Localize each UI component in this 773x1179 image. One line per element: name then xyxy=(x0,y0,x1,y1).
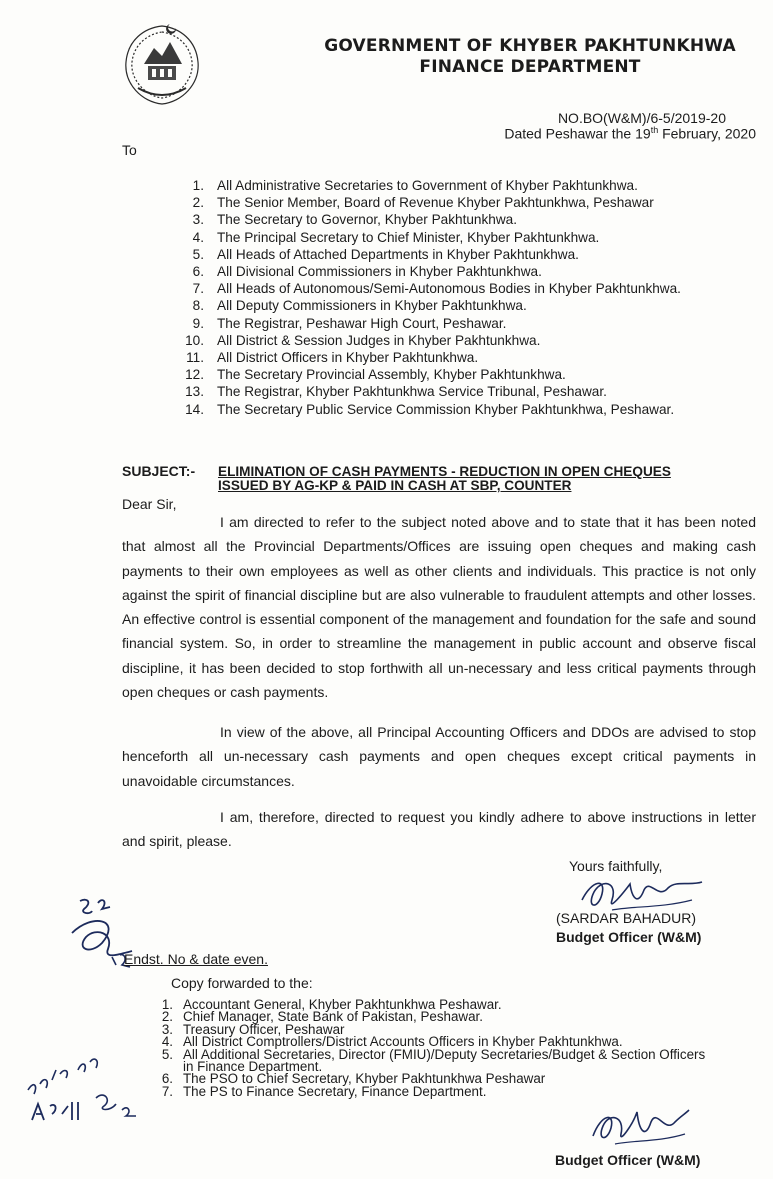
copy-forwarded-label: Copy forwarded to the: xyxy=(171,975,313,991)
signatory-name: (SARDAR BAHADUR) xyxy=(556,910,697,926)
endorsement-label: Endst. No & date even. xyxy=(124,951,268,967)
handwritten-note xyxy=(20,1040,160,1135)
to-label: To xyxy=(122,142,137,158)
body-paragraph-2: In view of the above, all Principal Accounting Officers and DDOs are advised to stop henceforth all un-necessary cash payments and open cheques except critical payments in unavoidable circumstances. xyxy=(122,724,756,789)
letterhead-government: GOVERNMENT OF KHYBER PAKHTUNKHWA xyxy=(324,36,736,56)
letterhead-department: FINANCE DEPARTMENT xyxy=(419,57,641,77)
reference-number: NO.BO(W&M)/6-5/2019-20 xyxy=(557,110,726,126)
signature-mark-2 xyxy=(585,1100,695,1159)
body-paragraph-3: I am, therefore, directed to request you kindly adhere to above instructions in letter and spirit, please. xyxy=(122,809,756,850)
body-paragraph-1: I am directed to refer to the subject noted above and to state that it has been noted that almost all the Provincial Departments/Offices are issuing open cheques and making cash payments to their own employees as well as other clients and individuals. This practice is not only against the spirit of financial discipline but are also vulnerable to fraudulent attempts and other losses. An effective control is essential component of the management and foundation for the safe and sound financial system. So, in order to streamline the management in public account and observe fiscal discipline, it has been decided to stop forthwith all un-necessary and less critical payments through open cheques or cash payments. xyxy=(122,514,756,701)
subject-line-1: ELIMINATION OF CASH PAYMENTS - REDUCTION IN OPEN CHEQUES xyxy=(218,464,671,479)
letter-date: Dated Peshawar the 19th February, 2020 xyxy=(504,125,756,142)
signatory-designation: Budget Officer (W&M) xyxy=(556,929,702,945)
endorsement-designation: Budget Officer (W&M) xyxy=(555,1152,701,1168)
government-emblem xyxy=(118,18,206,108)
subject-label: SUBJECT:- xyxy=(122,463,196,479)
salutation: Dear Sir, xyxy=(122,496,177,512)
handwritten-initials xyxy=(62,893,142,988)
subject-line-2: ISSUED BY AG-KP & PAID IN CASH AT SBP, COUNTER xyxy=(218,478,572,493)
closing: Yours faithfully, xyxy=(569,858,663,874)
